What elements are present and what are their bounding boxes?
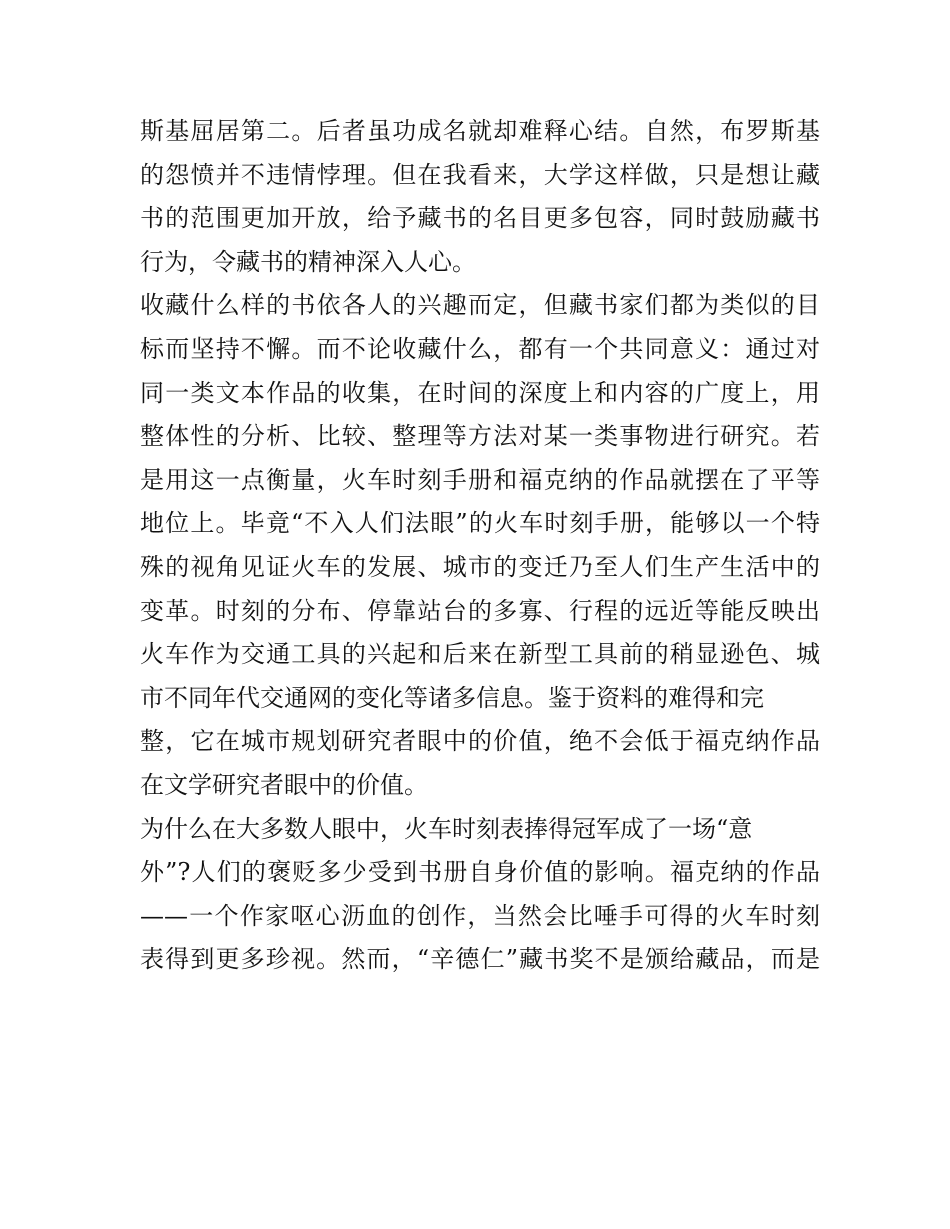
text-line: ——一个作家呕心沥血的创作，当然会比唾手可得的火车时刻 xyxy=(140,901,820,930)
text-line: 整，它在城市规划研究者眼中的价值，绝不会低于福克纳作品 xyxy=(140,727,820,756)
paragraph-3 xyxy=(140,808,820,982)
text-line: 表得到更多珍视。然而，“辛德仁”藏书奖不是颁给藏品，而是 xyxy=(140,945,820,974)
paragraph-2 xyxy=(140,284,820,807)
text-line: 市不同年代交通网的变化等诸多信息。鉴于资料的难得和完 xyxy=(140,683,764,712)
text-line: 书的范围更加开放，给予藏书的名目更多包容，同时鼓励藏书 xyxy=(140,204,820,233)
text-line: 火车作为交通工具的兴起和后来在新型工具前的稍显逊色、城 xyxy=(140,640,820,669)
text-line: 是用这一点衡量，火车时刻手册和福克纳的作品就摆在了平等 xyxy=(140,465,820,494)
text-line: 同一类文本作品的收集，在时间的深度上和内容的广度上，用 xyxy=(140,378,820,407)
text-line: 斯基屈居第二。后者虽功成名就却难释心结。自然，布罗斯基 xyxy=(140,117,820,145)
text-line: 收藏什么样的书依各人的兴趣而定，但藏书家们都为类似的目 xyxy=(140,291,820,320)
text-line: 在文学研究者眼中的价值。 xyxy=(140,770,428,799)
text-line: 外”?人们的褒贬多少受到书册自身价值的影响。福克纳的作品 xyxy=(140,858,820,887)
text-line: 殊的视角见证火车的发展、城市的变迁乃至人们生产生活中的 xyxy=(140,552,820,581)
text-line: 行为，令藏书的精神深入人心。 xyxy=(140,247,476,276)
text-line: 整体性的分析、比较、整理等方法对某一类事物进行研究。若 xyxy=(140,422,820,451)
document-page xyxy=(140,110,820,982)
paragraph-1 xyxy=(140,110,820,284)
text-line: 地位上。毕竟“不入人们法眼”的火车时刻手册，能够以一个特 xyxy=(140,509,820,538)
text-line: 标而坚持不懈。而不论收藏什么，都有一个共同意义：通过对 xyxy=(140,334,820,363)
text-line: 变革。时刻的分布、停靠站台的多寡、行程的远近等能反映出 xyxy=(140,596,820,625)
text-line: 的怨愤并不违情悖理。但在我看来，大学这样做，只是想让藏 xyxy=(140,160,820,189)
text-line: 为什么在大多数人眼中，火车时刻表捧得冠军成了一场“意 xyxy=(140,814,753,843)
